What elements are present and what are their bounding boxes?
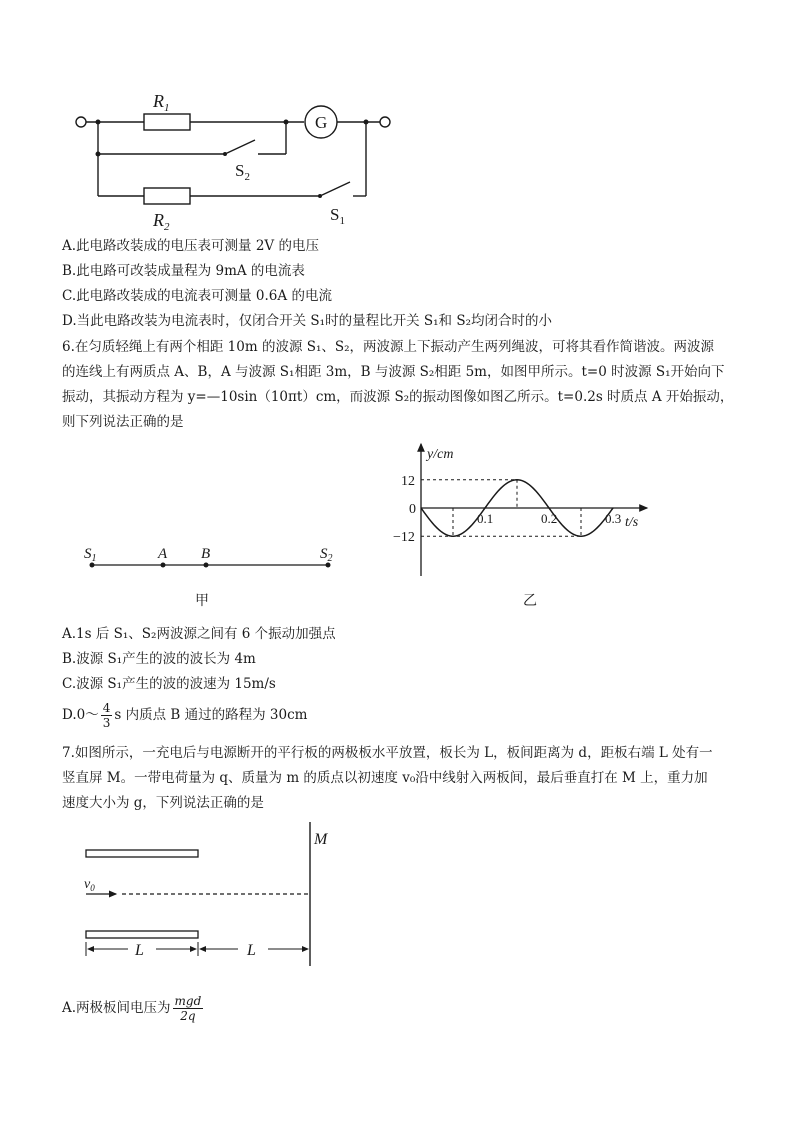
data-point <box>548 507 549 508</box>
upper-plate <box>86 850 198 857</box>
switch-s2 <box>225 140 255 154</box>
q6-option-c: C.波源 S₁产生的波的波速为 15m/s <box>62 676 276 692</box>
y-tick-label: 12 <box>401 473 415 489</box>
right-terminal <box>380 117 390 127</box>
svg-text:S2: $S_2$ <box>320 546 333 564</box>
fraction-four-thirds: $\frac{4}{3}$ <box>102 701 111 730</box>
q5-option-c: C.此电路改装成的电流表可测量 0.6A 的电流 <box>62 288 332 304</box>
switch-s1 <box>320 182 350 196</box>
q7-option-a: A.两极板间电压为 $\frac{\text{mgd}}{2q}$ <box>62 994 202 1023</box>
q5-option-a: A.此电路改装成的电压表可测量 2V 的电压 <box>62 238 319 254</box>
q6-option-b: B.波源 S₁产生的波的波长为 4m <box>62 651 256 667</box>
q7-stem-line3: 速度大小为 g，下列说法正确的是 <box>62 795 264 811</box>
svg-text:S1: $S_1$ <box>84 546 97 564</box>
fraction-mgd-2q: $\frac{\text{mgd}}{2q}$ <box>174 994 202 1023</box>
data-point <box>564 527 565 528</box>
q6-stem-line2: 的连线上有两质点 A、B，A 与波源 S₁相距 3m，B 与波源 S₂相距 5m，如图甲所示。t=0 时波源 S₁开始向下 <box>62 364 725 380</box>
figure-jia-caption: 甲 <box>195 594 209 609</box>
data-point <box>468 527 469 528</box>
x-tick-label: 0.1 <box>477 511 494 526</box>
svg-text:L: L <box>135 942 144 959</box>
svg-text:R1: $R_1$ <box>153 91 170 114</box>
data-point <box>500 487 501 488</box>
figure-jia <box>80 538 350 618</box>
q6-option-d: D.0～ $\frac{4}{3}$ s 内质点 B 通过的路程为 30cm <box>62 701 308 730</box>
data-point <box>516 479 517 480</box>
data-point <box>612 507 613 508</box>
svg-text:B: B <box>201 546 211 562</box>
y-tick-label: −12 <box>393 530 415 546</box>
svg-text:S2: $S_2$ <box>235 161 250 183</box>
point-a <box>161 563 166 568</box>
data-point <box>452 536 453 537</box>
svg-text:A: A <box>158 546 168 562</box>
svg-text:S1: $S_1$ <box>330 205 345 227</box>
circuit-diagram <box>70 88 400 233</box>
svg-text:M: M <box>314 831 328 848</box>
q5-option-d: D.当此电路改装为电流表时，仅闭合开关 S₁时的量程比开关 S₁和 S₂均闭合时的小 <box>62 313 552 329</box>
svg-text:R2: $R_2$ <box>153 210 170 233</box>
data-point <box>580 536 581 537</box>
q7-stem-line2: 竖直屏 M。一带电荷量为 q、质量为 m 的质点以初速度 v₀沿中线射入两板间，最后垂直打在 M 上，重力加 <box>62 770 708 786</box>
svg-text:L: L <box>247 942 256 959</box>
data-point <box>532 487 533 488</box>
y-axis-label: y/cm <box>427 447 454 462</box>
q6-option-a: A.1s 后 S₁、S₂两波源之间有 6 个振动加强点 <box>62 626 336 642</box>
resistor-r2 <box>144 188 190 204</box>
data-point <box>484 507 485 508</box>
q6-stem-line1: 6.在匀质轻绳上有两个相距 10m 的波源 S₁、S₂，两波源上下振动产生两列绳波，可将其看作简谐波。两波源 <box>62 339 715 355</box>
q6-stem-line4: 则下列说法正确的是 <box>62 414 184 430</box>
q5-option-b: B.此电路可改装成量程为 9mA 的电流表 <box>62 263 305 279</box>
resistor-r1 <box>144 114 190 130</box>
data-point <box>420 507 421 508</box>
data-point <box>436 527 437 528</box>
x-axis-label: t/s <box>625 515 639 530</box>
svg-text:v0: $v_0$ <box>84 877 95 893</box>
data-point <box>596 527 597 528</box>
lower-plate <box>86 931 198 938</box>
svg-text:G: G <box>315 113 328 132</box>
q7-stem-line1: 7.如图所示，一充电后与电源断开的平行板的两极板水平放置，板长为 L，板间距离为 d，距板右端 L 处有一 <box>62 745 713 761</box>
parallel-plates-figure <box>78 818 348 968</box>
q6-stem-line3: 振动，其振动方程为 y=—10sin（10πt）cm，而波源 S₂的振动图像如图乙所示。t=0.2s 时质点 A 开始振动， <box>62 389 734 405</box>
y-tick-label: 0 <box>409 502 416 517</box>
x-tick-label: 0.3 <box>605 511 622 526</box>
point-b <box>204 563 209 568</box>
left-terminal <box>76 117 86 127</box>
figure-yi-caption: 乙 <box>523 594 537 609</box>
figure-yi-chart <box>385 438 670 610</box>
x-tick-label: 0.2 <box>541 511 558 526</box>
